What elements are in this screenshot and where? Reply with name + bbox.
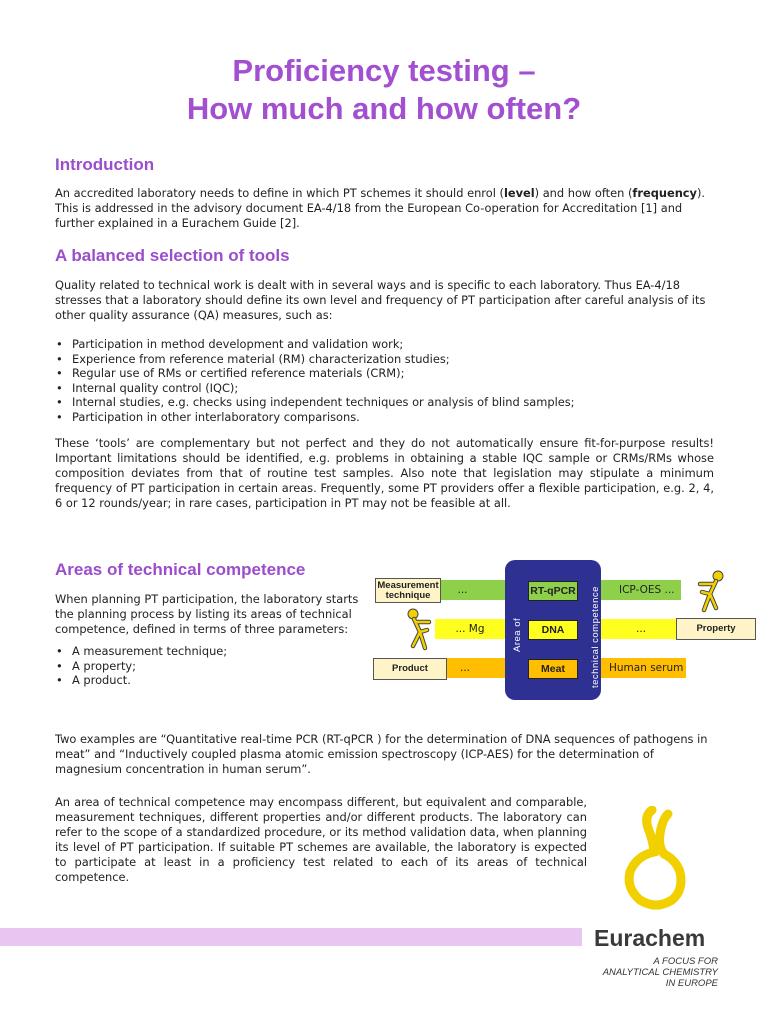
intro-text: An accredited laboratory needs to define in which PT schemes it should enrol ( — [55, 186, 504, 200]
tagline-line-1: A FOCUS FOR — [653, 956, 718, 967]
list-item: • Internal studies, e.g. checks using independent techniques or analysis of blind samples; — [55, 395, 715, 410]
tools-paragraph-1: Quality related to technical work is dealt with in several ways and is specific to each laboratory. Thus EA-4/18 stresses that a laboratory should define its own level and frequency of PT participation after careful analysis of its other quality assurance (QA) measures, such as: — [55, 278, 706, 322]
areas-paragraph-1: When planning PT participation, the laboratory starts the planning process by listing its areas of technical competence, defined in terms of three parameters: — [55, 592, 359, 636]
technical-competence-label: technical competence — [590, 586, 601, 688]
intro-text-mid: ) and how often ( — [534, 186, 633, 200]
intro-paragraph — [55, 186, 715, 231]
page-title — [0, 52, 768, 128]
list-item: • Participation in other interlaboratory comparisons. — [55, 410, 715, 425]
title-line-2: How much and how often? — [186, 91, 582, 126]
tools-list — [55, 337, 715, 424]
figure-pushing-right-icon — [688, 570, 728, 614]
areas-heading: Areas of technical competence — [55, 560, 306, 579]
row3-right-cell: Human serum — [601, 658, 686, 678]
rt-qpcr-box: RT-qPCR — [528, 581, 578, 601]
figure-pushing-left-icon — [403, 608, 437, 652]
tagline-line-3: IN EUROPE — [665, 978, 718, 989]
intro-text-end: ). — [696, 186, 706, 200]
tools-paragraph-2: These ‘tools’ are complementary but not perfect and they do not automatically ensure fit-for-purpose results! Important limitations should be identified, e.g. problems in obtaining a stable IQC sample or CRMs/RMs whose composition deviates from that of routine test samples. Also note that legislation may stipulate a minimum frequency of PT participation in certain areas. Frequently, some PT providers offer a flexible participation, e.g. 2, 4, 6 or 12 rounds/year; in rare cases, participation in PT may not be feasible at all. — [55, 436, 714, 510]
intro-level: level — [503, 186, 535, 200]
tagline-line-2: ANALYTICAL CHEMISTRY — [602, 967, 718, 978]
measurement-technique-label: Measurement technique — [375, 578, 441, 603]
list-item: • Regular use of RMs or certified reference materials (CRM); — [55, 366, 715, 381]
eurachem-flask-logo-icon — [620, 806, 690, 916]
intro-heading: Introduction — [55, 155, 155, 174]
list-item: • A measurement technique; — [55, 644, 355, 659]
list-item: • Internal quality control (IQC); — [55, 381, 715, 396]
property-label: Property — [676, 618, 756, 640]
title-line-1: Proficiency testing – — [232, 53, 536, 88]
list-item: • Participation in method development and validation work; — [55, 337, 715, 352]
competence-diagram — [370, 560, 762, 700]
areas-list — [55, 644, 355, 688]
dna-box: DNA — [528, 620, 578, 640]
product-label: Product — [373, 658, 447, 680]
brand-name: Eurachem — [594, 925, 706, 951]
list-item: • Experience from reference material (RM) characterization studies; — [55, 352, 715, 367]
row1-left-cell: ... — [420, 580, 505, 600]
row3-left-cell: ... — [425, 658, 505, 678]
tools-heading: A balanced selection of tools — [55, 246, 290, 265]
brand-tagline — [578, 956, 718, 989]
areas-paragraph-2: Two examples are “Quantitative real-time PCR (RT-qPCR ) for the determination of DNA sequences of pathogens in meat” and “Inductively coupled plasma atomic emission spectroscopy (ICP-AES) for the determination of magnesium concentration in human serum”. — [55, 732, 708, 776]
meat-box: Meat — [528, 659, 578, 679]
list-item: • A product. — [55, 673, 355, 688]
row1-right-cell: ICP-OES ... — [601, 580, 681, 600]
row2-left-cell: ... Mg — [435, 619, 505, 639]
intro-frequency: frequency — [632, 186, 697, 200]
intro-text-rest: This is addressed in the advisory document EA-4/18 from the European Co-operation for Accreditation [1] and further explained in a Eurachem Guide [2]. — [55, 201, 683, 230]
areas-paragraph-3: An area of technical competence may encompass different, but equivalent and comparable, measurement techniques, different properties and/or different products. The laboratory can refer to the scope of a standardized procedure, or its method validation data, when planning its level of PT participation. If suitable PT schemes are available, the laboratory is expected to participate at least in a proficiency test related to each of its areas of technical competence. — [55, 795, 587, 884]
footer-bar — [0, 928, 582, 946]
list-item: • A property; — [55, 659, 355, 674]
area-of-label: Area of — [512, 617, 523, 652]
row2-right-cell: ... — [601, 619, 681, 639]
